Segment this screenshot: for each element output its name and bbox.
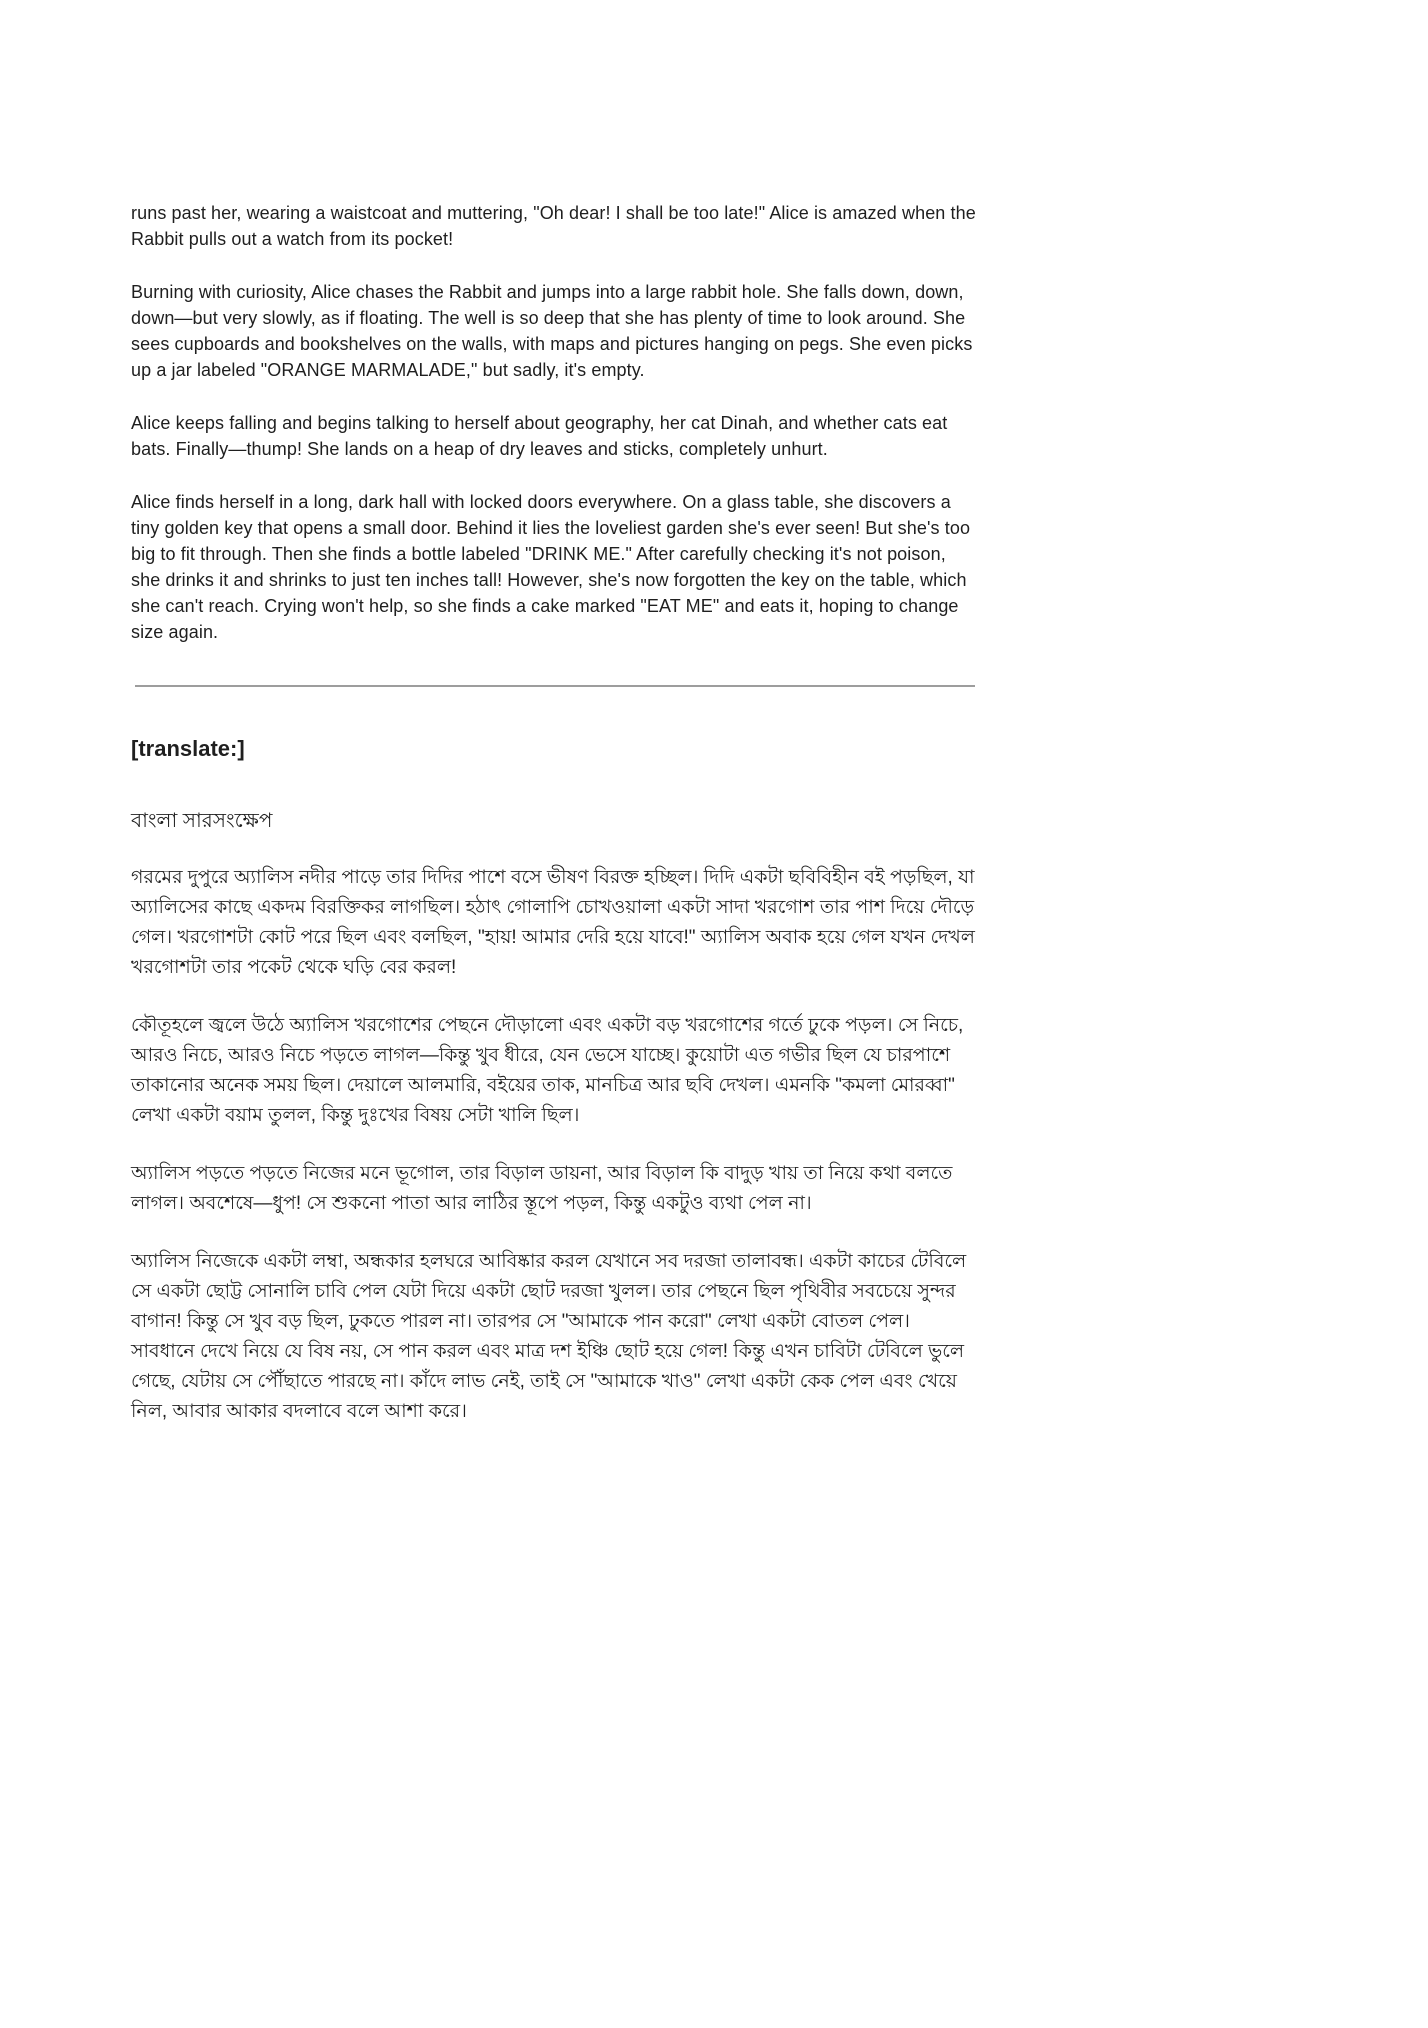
section-divider bbox=[135, 685, 975, 687]
bengali-summary-section bbox=[131, 807, 976, 1427]
bengali-paragraph-2: কৌতূহলে জ্বলে উঠে অ্যালিস খরগোশের পেছনে দৌড়ালো এবং একটা বড় খরগোশের গর্তে ঢুকে পড়ল। সে নিচে, আরও নিচে, আরও নিচে পড়তে লাগল—কিন্তু খুব ধীরে, যেন ভেসে যাচ্ছে। কুয়োটা এত গভীর ছিল যে চারপাশে তাকানোর অনেক সময় ছিল। দেয়ালে আলমারি, বইয়ের তাক, মানচিত্র আর ছবি দেখল। এমনকি "কমলা মোরব্বা" লেখা একটা বয়াম তুলল, কিন্তু দুঃখের বিষয় সেটা খালি ছিল। bbox=[131, 1015, 964, 1126]
english-paragraph-1: runs past her, wearing a waistcoat and muttering, "Oh dear! I shall be too late!" Alice is amazed when the Rabbit pulls out a watch from its pocket! bbox=[131, 203, 976, 249]
english-paragraph-3: Alice keeps falling and begins talking to herself about geography, her cat Dinah, and whether cats eat bats. Finally—thump! She lands on a heap of dry leaves and sticks, completely unhurt. bbox=[131, 413, 948, 459]
bengali-heading: বাংলা সারসংক্ষেপ bbox=[131, 810, 273, 832]
bengali-paragraph-3: অ্যালিস পড়তে পড়তে নিজের মনে ভূগোল, তার বিড়াল ডায়না, আর বিড়াল কি বাদুড় খায় তা নিয়ে কথা বলতে লাগল। অবশেষে—ধুপ! সে শুকনো পাতা আর লাঠির স্তূপে পড়ল, কিন্তু একটুও ব্যথা পেল না। bbox=[131, 1163, 953, 1214]
translate-heading: [translate:] bbox=[131, 736, 245, 761]
english-paragraph-2: Burning with curiosity, Alice chases the Rabbit and jumps into a large rabbit hole. She falls down, down, down—but very slowly, as if floating. The well is so deep that she has plenty of time to look around. She sees cupboards and bookshelves on the walls, with maps and pictures hanging on pegs. She even picks up a jar labeled "ORANGE MARMALADE," but sadly, it's empty. bbox=[131, 282, 973, 380]
bengali-paragraph-1: গরমের দুপুরে অ্যালিস নদীর পাড়ে তার দিদির পাশে বসে ভীষণ বিরক্ত হচ্ছিল। দিদি একটা ছবিবিহীন বই পড়ছিল, যা অ্যালিসের কাছে একদম বিরক্তিকর লাগছিল। হঠাৎ গোলাপি চোখওয়ালা একটা সাদা খরগোশ তার পাশ দিয়ে দৌড়ে গেল। খরগোশটা কোট পরে ছিল এবং বলছিল, "হায়! আমার দেরি হয়ে যাবে!" অ্যালিস অবাক হয়ে গেল যখন দেখল খরগোশটা তার পকেট থেকে ঘড়ি বের করল! bbox=[131, 867, 975, 978]
english-paragraph-4: Alice finds herself in a long, dark hall with locked doors everywhere. On a glass table, she discovers a tiny golden key that opens a small door. Behind it lies the loveliest garden she's ever seen! But she's too big to fit through. Then she finds a bottle labeled "DRINK ME." After carefully checking it's not poison, she drinks it and shrinks to just ten inches tall! However, she's now forgotten the key on the table, which she can't reach. Crying won't help, so she finds a cake marked "EAT ME" and eats it, hoping to change size again. bbox=[131, 492, 971, 642]
english-summary-section bbox=[131, 200, 976, 645]
bengali-paragraph-4: অ্যালিস নিজেকে একটা লম্বা, অন্ধকার হলঘরে আবিষ্কার করল যেখানে সব দরজা তালাবন্ধ। একটা কাচের টেবিলে সে একটা ছোট্ট সোনালি চাবি পেল যেটা দিয়ে একটা ছোট দরজা খুলল। তার পেছনে ছিল পৃথিবীর সবচেয়ে সুন্দর বাগান! কিন্তু সে খুব বড় ছিল, ঢুকতে পারল না। তারপর সে "আমাকে পান করো" লেখা একটা বোতল পেল। সাবধানে দেখে নিয়ে যে বিষ নয়, সে পান করল এবং মাত্র দশ ইঞ্চি ছোট হয়ে গেল! কিন্তু এখন চাবিটা টেবিলে ভুলে গেছে, যেটায় সে পৌঁছাতে পারছে না। কাঁদে লাভ নেই, তাই সে "আমাকে খাও" লেখা একটা কেক পেল এবং খেয়ে নিল, আবার আকার বদলাবে বলে আশা করে। bbox=[131, 1251, 967, 1422]
